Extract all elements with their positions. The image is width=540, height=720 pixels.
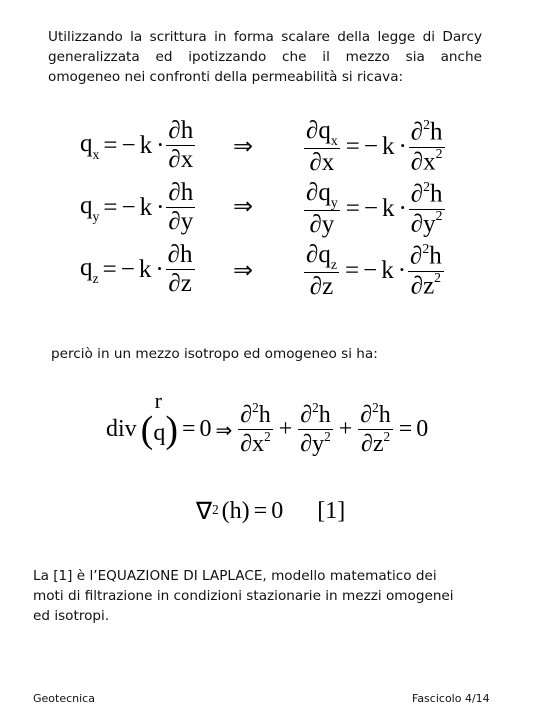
implies-arrow: ⇒ (233, 192, 254, 220)
equals-sign: = (345, 195, 360, 223)
zero: 0 (271, 498, 284, 524)
intro-line: generalizzata ed ipotizzando che il mezzo sia anche (48, 49, 482, 65)
dot-operator: · (398, 133, 407, 161)
conclusion-line: La [1] è l’EQUAZIONE DI LAPLACE, modello matematico dei (33, 568, 437, 584)
footer-course: Geotecnica (33, 692, 95, 705)
equals-sign: = (398, 416, 413, 443)
derivative-equation-z (302, 242, 446, 301)
k-symbol: k (139, 131, 153, 159)
minus-sign: − (120, 255, 135, 283)
dot-operator: · (155, 255, 164, 283)
flux-symbol: $q_z$ (80, 254, 99, 286)
second-derivative-fraction: $\frac{\partial^2h}{\partial x^2}$ (410, 116, 443, 176)
nabla-symbol: ∇ (196, 499, 213, 525)
darcy-equation-y (80, 180, 197, 236)
k-symbol: k (381, 257, 394, 285)
plus-sign: + (338, 416, 353, 443)
intro-paragraph (48, 27, 482, 87)
equation-label: [1] (317, 498, 346, 524)
derivative-equation-y (302, 180, 447, 239)
implies-arrow: ⇒ (233, 256, 254, 284)
laplace-equation: ∇ $^2$ ( h ) = 0 [1] (196, 498, 346, 525)
derivative-equation-x (302, 118, 447, 177)
minus-sign: − (363, 257, 378, 285)
plus-sign: + (278, 416, 293, 443)
laplacian-term-x: $\frac{\partial^2h}{\partial x^2}$ (240, 399, 271, 458)
divergence-equation (106, 387, 429, 458)
intro-line: Utilizzando la scrittura in forma scalare della legge di Darcy (48, 29, 482, 45)
gradient-fraction: $\frac{\partial h}{\partial y}$ (168, 179, 194, 236)
second-derivative-fraction: $\frac{\partial^2h}{\partial y^2}$ (410, 178, 443, 238)
minus-sign: − (363, 195, 378, 223)
flux-derivative-fraction: $\frac{\partial q_z}{\partial z}$ (306, 241, 337, 301)
laplacian-term-z: $\frac{\partial^2h}{\partial z^2}$ (360, 399, 391, 458)
k-symbol: k (381, 133, 395, 161)
gradient-fraction: $\frac{\partial h}{\partial z}$ (167, 241, 193, 298)
isotropic-sentence: perciò in un mezzo isotropo ed omogeneo si ha: (51, 346, 378, 362)
conclusion-paragraph (33, 566, 473, 626)
zero: 0 (416, 416, 429, 443)
k-symbol: k (139, 193, 153, 221)
footer-page-number: Fascicolo 4/14 (412, 692, 490, 705)
flux-derivative-fraction: $\frac{\partial q_y}{\partial y}$ (306, 179, 338, 239)
dot-operator: · (397, 257, 407, 285)
darcy-equation-x (80, 118, 197, 174)
darcy-equation-z (80, 242, 197, 298)
intro-line: omogeneo nei confronti della permeabilità si ricava: (48, 69, 404, 85)
minus-sign: − (363, 133, 378, 161)
minus-sign: − (121, 131, 136, 159)
vector-q: (q) r (140, 387, 178, 451)
equals-sign: = (103, 193, 118, 221)
gradient-fraction: $\frac{\partial h}{\partial x}$ (168, 117, 194, 174)
div-operator: div (106, 416, 137, 443)
vector-arrow: r (154, 387, 162, 413)
implies-arrow: ⇒ (215, 417, 233, 442)
laplacian-term-y: $\frac{\partial^2h}{\partial y^2}$ (300, 399, 331, 458)
k-symbol: k (138, 255, 152, 283)
flux-symbol: $q_y$ (80, 192, 100, 224)
flux-symbol: $q_x$ (80, 130, 100, 162)
dot-operator: · (156, 131, 165, 159)
dot-operator: · (156, 193, 165, 221)
dot-operator: · (398, 195, 407, 223)
implies-arrow: ⇒ (233, 132, 254, 160)
equals-sign: = (103, 131, 118, 159)
conclusion-line: ed isotropi. (33, 608, 110, 624)
second-derivative-fraction: $\frac{\partial^2h}{\partial z^2}$ (410, 240, 442, 300)
k-symbol: k (381, 195, 395, 223)
equals-sign: = (102, 255, 117, 283)
equals-sign: = (181, 416, 196, 443)
equals-sign: = (253, 498, 268, 524)
conclusion-line: moti di filtrazione in condizioni stazionarie in mezzi omogenei (33, 588, 454, 604)
zero: 0 (199, 416, 212, 443)
equals-sign: = (345, 133, 360, 161)
equals-sign: = (344, 257, 360, 285)
minus-sign: − (121, 193, 136, 221)
flux-derivative-fraction: $\frac{\partial q_x}{\partial x}$ (306, 117, 338, 177)
